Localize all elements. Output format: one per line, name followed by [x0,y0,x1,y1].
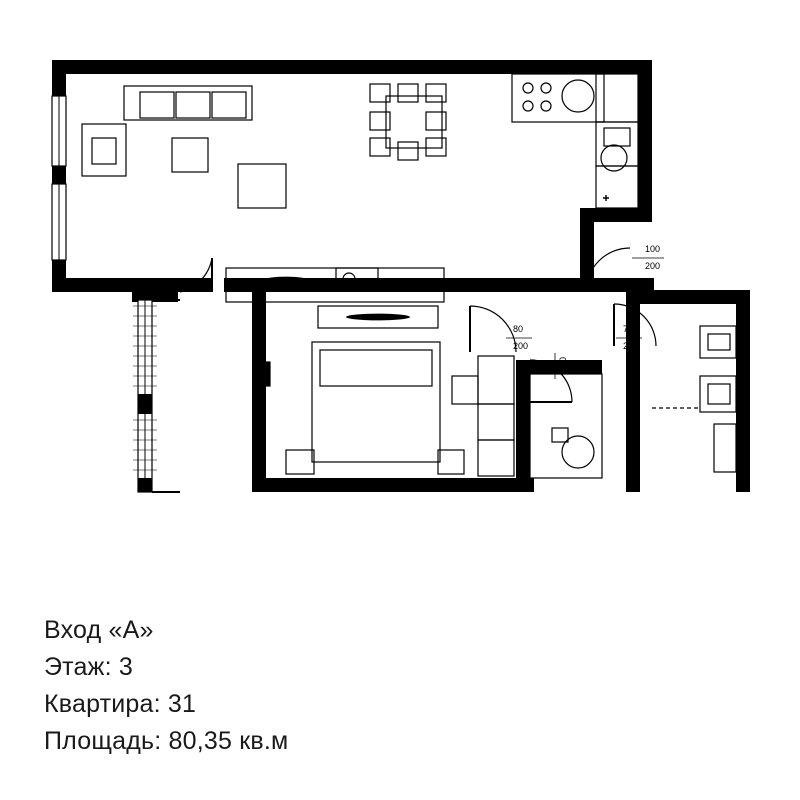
svg-text:200: 200 [513,341,529,351]
entrance-label: Вход «А» [44,616,154,644]
svg-text:200: 200 [645,261,661,271]
bathroom-fittings [530,374,602,478]
floor-label: Этаж: 3 [44,653,133,681]
svg-text:80: 80 [513,324,524,334]
living-room-furniture [82,84,446,208]
door-label-entry [632,244,664,271]
kitchen-fittings [512,74,638,208]
bedroom-furniture [286,342,514,476]
apartment-info-block [44,612,564,760]
svg-text:200: 200 [623,341,639,351]
area-label: Площадь: 80,35 кв.м [44,727,289,755]
balcony-glazing [133,300,180,492]
windows-group [52,96,66,278]
walls-group [52,60,750,492]
svg-text:70: 70 [541,361,551,372]
right-room-fittings [652,326,736,472]
apartment-number-label: Квартира: 31 [44,690,197,718]
svg-text:100: 100 [645,244,661,254]
svg-text:200: 200 [558,356,568,372]
svg-text:70: 70 [623,324,634,334]
